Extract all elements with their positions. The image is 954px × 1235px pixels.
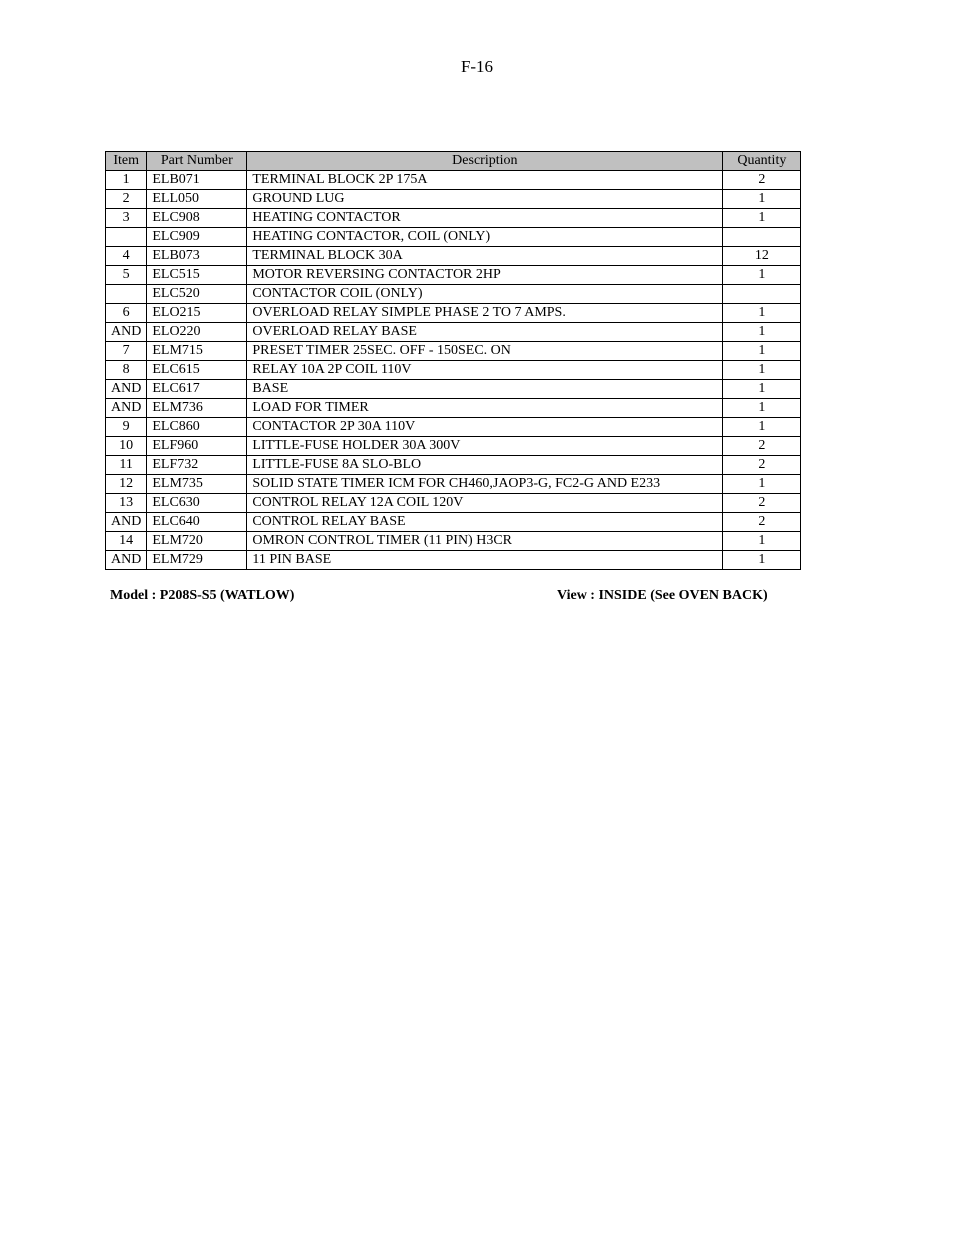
- quantity-cell: 1: [723, 323, 801, 342]
- quantity-cell: 1: [723, 532, 801, 551]
- part-number-cell: ELC515: [147, 266, 247, 285]
- quantity-cell: 1: [723, 361, 801, 380]
- part-number-cell: ELM736: [147, 399, 247, 418]
- quantity-cell: 2: [723, 513, 801, 532]
- table-row: [106, 190, 801, 209]
- table-row: [106, 342, 801, 361]
- header-item: Item: [106, 152, 147, 171]
- quantity-cell: 1: [723, 551, 801, 570]
- item-cell: AND: [106, 380, 147, 399]
- item-cell: [106, 228, 147, 247]
- quantity-cell: 2: [723, 494, 801, 513]
- description-cell: CONTROL RELAY BASE: [247, 513, 723, 532]
- description-cell: OMRON CONTROL TIMER (11 PIN) H3CR: [247, 532, 723, 551]
- quantity-cell: 2: [723, 456, 801, 475]
- item-cell: 13: [106, 494, 147, 513]
- description-cell: HEATING CONTACTOR: [247, 209, 723, 228]
- table-row: [106, 228, 801, 247]
- table-row: [106, 266, 801, 285]
- part-number-cell: ELO220: [147, 323, 247, 342]
- quantity-cell: [723, 228, 801, 247]
- description-cell: CONTACTOR COIL (ONLY): [247, 285, 723, 304]
- item-cell: 1: [106, 171, 147, 190]
- description-cell: OVERLOAD RELAY BASE: [247, 323, 723, 342]
- item-cell: 14: [106, 532, 147, 551]
- header-description: Description: [247, 152, 723, 171]
- quantity-cell: 1: [723, 304, 801, 323]
- description-cell: BASE: [247, 380, 723, 399]
- item-cell: [106, 285, 147, 304]
- table-row: [106, 532, 801, 551]
- table-row: [106, 437, 801, 456]
- quantity-cell: 1: [723, 209, 801, 228]
- part-number-cell: ELB073: [147, 247, 247, 266]
- page-number: F-16: [460, 57, 494, 76]
- description-cell: SOLID STATE TIMER ICM FOR CH460,JAOP3-G, FC2-G AND E233: [247, 475, 723, 494]
- item-cell: 6: [106, 304, 147, 323]
- part-number-cell: ELF732: [147, 456, 247, 475]
- description-cell: CONTACTOR 2P 30A 110V: [247, 418, 723, 437]
- quantity-cell: 1: [723, 475, 801, 494]
- description-cell: TERMINAL BLOCK 2P 175A: [247, 171, 723, 190]
- quantity-cell: 1: [723, 190, 801, 209]
- description-cell: RELAY 10A 2P COIL 110V: [247, 361, 723, 380]
- quantity-cell: 1: [723, 399, 801, 418]
- quantity-cell: 2: [723, 437, 801, 456]
- part-number-cell: ELF960: [147, 437, 247, 456]
- table-row: [106, 380, 801, 399]
- table-row: [106, 513, 801, 532]
- item-cell: AND: [106, 399, 147, 418]
- table-row: [106, 323, 801, 342]
- table-body: [106, 171, 801, 570]
- item-cell: 10: [106, 437, 147, 456]
- part-number-cell: ELM735: [147, 475, 247, 494]
- description-cell: GROUND LUG: [247, 190, 723, 209]
- item-cell: 8: [106, 361, 147, 380]
- item-cell: 9: [106, 418, 147, 437]
- part-number-cell: ELC617: [147, 380, 247, 399]
- item-cell: 12: [106, 475, 147, 494]
- quantity-cell: 1: [723, 380, 801, 399]
- table-row: [106, 399, 801, 418]
- description-cell: 11 PIN BASE: [247, 551, 723, 570]
- table-header-row: [106, 152, 801, 171]
- quantity-cell: 1: [723, 418, 801, 437]
- item-cell: 2: [106, 190, 147, 209]
- header-quantity: Quantity: [723, 152, 801, 171]
- parts-table: [105, 151, 801, 570]
- table-row: [106, 209, 801, 228]
- description-cell: TERMINAL BLOCK 30A: [247, 247, 723, 266]
- table-row: [106, 551, 801, 570]
- quantity-cell: 2: [723, 171, 801, 190]
- item-cell: 11: [106, 456, 147, 475]
- item-cell: 5: [106, 266, 147, 285]
- part-number-cell: ELC860: [147, 418, 247, 437]
- item-cell: AND: [106, 551, 147, 570]
- table-row: [106, 171, 801, 190]
- description-cell: PRESET TIMER 25SEC. OFF - 150SEC. ON: [247, 342, 723, 361]
- item-cell: AND: [106, 323, 147, 342]
- model-label: Model : P208S-S5 (WATLOW): [110, 588, 295, 603]
- quantity-cell: [723, 285, 801, 304]
- table-row: [106, 475, 801, 494]
- table-row: [106, 418, 801, 437]
- description-cell: HEATING CONTACTOR, COIL (ONLY): [247, 228, 723, 247]
- description-cell: MOTOR REVERSING CONTACTOR 2HP: [247, 266, 723, 285]
- part-number-cell: ELC908: [147, 209, 247, 228]
- table-row: [106, 285, 801, 304]
- item-cell: 7: [106, 342, 147, 361]
- table-row: [106, 247, 801, 266]
- item-cell: AND: [106, 513, 147, 532]
- part-number-cell: ELM715: [147, 342, 247, 361]
- part-number-cell: ELO215: [147, 304, 247, 323]
- table-row: [106, 494, 801, 513]
- table-row: [106, 456, 801, 475]
- quantity-cell: 12: [723, 247, 801, 266]
- description-cell: CONTROL RELAY 12A COIL 120V: [247, 494, 723, 513]
- description-cell: LOAD FOR TIMER: [247, 399, 723, 418]
- part-number-cell: ELC640: [147, 513, 247, 532]
- description-cell: OVERLOAD RELAY SIMPLE PHASE 2 TO 7 AMPS.: [247, 304, 723, 323]
- part-number-cell: ELM729: [147, 551, 247, 570]
- quantity-cell: 1: [723, 266, 801, 285]
- part-number-cell: ELC630: [147, 494, 247, 513]
- part-number-cell: ELC909: [147, 228, 247, 247]
- table-row: [106, 361, 801, 380]
- quantity-cell: 1: [723, 342, 801, 361]
- description-cell: LITTLE-FUSE HOLDER 30A 300V: [247, 437, 723, 456]
- description-cell: LITTLE-FUSE 8A SLO-BLO: [247, 456, 723, 475]
- part-number-cell: ELC520: [147, 285, 247, 304]
- part-number-cell: ELM720: [147, 532, 247, 551]
- view-label: View : INSIDE (See OVEN BACK): [557, 588, 768, 603]
- part-number-cell: ELB071: [147, 171, 247, 190]
- table-row: [106, 304, 801, 323]
- item-cell: 3: [106, 209, 147, 228]
- part-number-cell: ELL050: [147, 190, 247, 209]
- part-number-cell: ELC615: [147, 361, 247, 380]
- item-cell: 4: [106, 247, 147, 266]
- header-part-number: Part Number: [147, 152, 247, 171]
